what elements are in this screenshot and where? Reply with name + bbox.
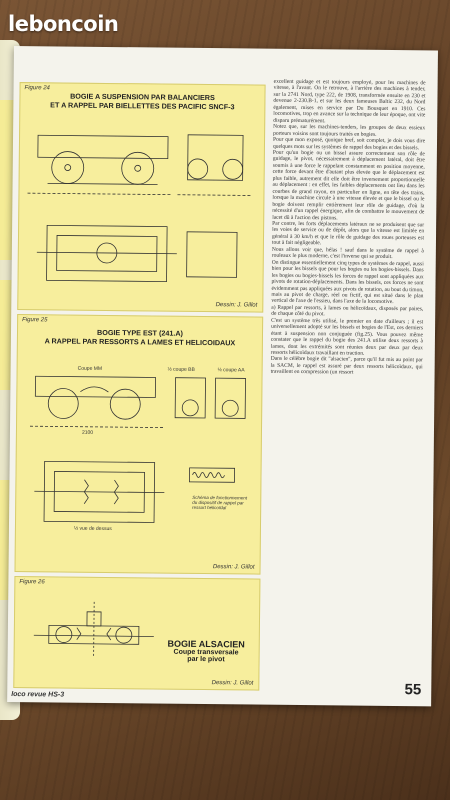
paragraph: Notez que, sur les machines-tenders, les groupes de deux essieux porteurs voisins sont toujours traités en bogies. [273, 123, 426, 138]
figure-title [18, 327, 262, 348]
figure-title-line: BOGIE TYPE EST (241.A) [97, 327, 183, 338]
figure-title-line: BOGIE A SUSPENSION PAR BALANCIERS [70, 91, 215, 103]
article-text-column [271, 79, 426, 377]
figure-title-line: A RAPPEL PAR RESSORTS A LAMES ET HELICOIDAUX [44, 336, 236, 348]
figure-credit: Dessin: J. Gillot [212, 564, 255, 571]
paragraph: Nous allons voir que, hélas ! sauf dans le système de rappel à rouleaux le plus moderne, c'est l'inverse qui se produit. [271, 246, 424, 261]
paragraph: Par contre, les forts déplacements latéraux ne se produisent que sur les voies de service ou de dépôt, alors que la vitesse est limitée en général à 30 km/h et que le rôle de guidage des roues porteuses est tout à fait négligeable. [271, 220, 425, 247]
paragraph: C'est un système très utilisé, le premier en date d'ailleurs ; il est universellement adopté sur les bissels et bogies de l'Est, ces derniers étant à suspension non conjuguée (fig.25). Vous pouvez même constater que le rappel du bogie des 241.A utilise deux ressorts à lames, dont les extrémités sont réunies deux par deux par deux ressorts hélicoïdaux travaillant en traction. [270, 317, 424, 357]
rappel-schema-caption: Schéma de fonctionnement du dispositif de rappel par ressort hélicoïdal [192, 494, 248, 511]
figure-label: Figure 24 [24, 85, 50, 92]
magazine-footer: loco revue HS-3 [11, 691, 65, 699]
figure-label: Figure 26 [19, 579, 45, 586]
figure-credit: Dessin: J. Gillot [215, 302, 258, 309]
paragraph: Dans le célèbre bogie dit "alsacien", parce qu'il fut mis au point par la SACM, le rappel est assuré par deux ressorts hélicoïdaux, qui travaillent en compression (un ressort [270, 356, 423, 376]
paragraph: excellent guidage et est toujours employé, pour les machines de vitesse, à l'avant. On le retrouve, à l'arrière des machines à tender, sur la 2741 Nord, type 222, de 1908, transformée ensuite en 230 et devenue 2-230.B-1, et sur les deux fameuses Baltic 232, du Nord également, mises en service par Du Bousquet en 1910. Ces locomotives, trop en avance sur la technique de leur époque, ont vite disparu prématurément. [273, 78, 426, 124]
figure-credit: Dessin: J. Gillot [211, 680, 254, 687]
figure-title-line: Coupe transversale [173, 648, 239, 657]
paragraph: a) Rappel par ressorts, à lames ou hélicoïdaux, disposés par paires, de chaque côté du pivot. [271, 304, 424, 318]
magazine-page [7, 46, 438, 706]
paragraph: Pour qu'un bogie ou un bissel assure correctement son rôle de guidage, le pivot, nécessairement à déplacement latéral, doit être soumis à une force le rappelant constamment en position moyenne, cette force devant être d'autant plus élevée que le déplacement est plus faible, autrement dit elle doit être inversement proportionnelle au déplacement : en effet, les faibles déplacements ont lieu dans les courbes de grand rayon, en particulier en ligne, en tête des trains, lorsque la machine circule à une vitesse élevée et que le bissel ou le bogie doivent remplir entièrement leur rôle de guidage, d'où la nécessité d'un rappel énergique, afin de combattre le mouvement de lacet dû à l'action des pistons. [272, 149, 425, 221]
figure-26 [13, 576, 260, 691]
figure-title-line: par le pivot [187, 655, 225, 664]
figure-title-line: BOGIE ALSACIEN [167, 638, 245, 650]
figure-title [167, 639, 244, 664]
bogie-drawing-side-view [26, 115, 256, 297]
paragraph: On distingue essentiellement cinq types de systèmes de rappel, aussi bien pour les bissels que pour les bogies ou les bogies-bissels. Dans les bogies ou bogies-bissels les forces de rappel sont appliquées aux pivots de rotation-déplacements. Dans les bissels, ces forces ne sont évidemment pas appliquées aux pivots de rotation, au bout du timon, mais au pivot de charge, réel ou fictif, qui est situé dans le plan vertical de l'axe de l'essieu, dans l'axe de la locomotive. [271, 259, 424, 306]
bogie-alsacien-drawing [28, 597, 159, 668]
figure-24 [17, 82, 265, 313]
figure-title-line: ET A RAPPEL PAR BIELLETTES DES PACIFIC SNCF-3 [50, 100, 235, 112]
page-number: 55 [404, 681, 422, 699]
half-top-view-label: ½ vue de dessus [73, 525, 112, 533]
half-coupe-aa-label: ½ coupe AA [217, 367, 245, 374]
dimension-2100-label: 2100 [81, 429, 94, 436]
coupe-mm-label: Coupe MM [77, 365, 103, 372]
half-coupe-bb-label: ½ coupe BB [167, 366, 195, 373]
bogie-est-drawing [24, 351, 254, 558]
figure-title [20, 91, 264, 112]
leboncoin-watermark: leboncoin [8, 12, 119, 36]
figure-label: Figure 25 [22, 317, 48, 324]
paragraph: Pour que mon exposé, quoique bref, soit complet, je dois vous dire quelques mots sur les systèmes de rappel des bogies et des bissels. [272, 136, 426, 151]
figure-25 [14, 314, 263, 575]
